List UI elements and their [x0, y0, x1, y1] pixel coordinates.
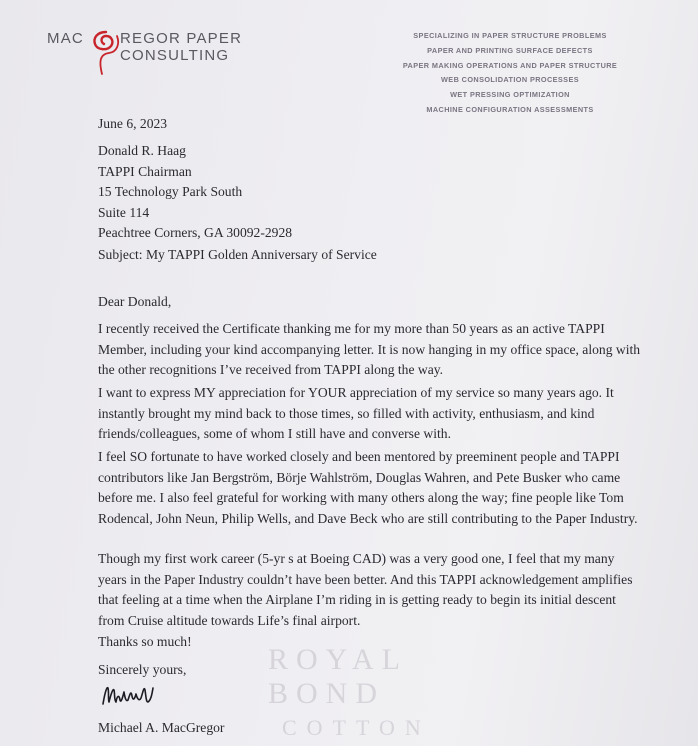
thanks-line: Thanks so much!	[98, 634, 192, 649]
body-paragraph: I want to express MY appreciation for YOUR appreciation of my service so many years ago. It instantly brought my mind back to those times, so filled with activity, enthusiasm, and kind friends/colleagues, some of whom I still have and converse with.	[98, 385, 614, 442]
address-line: Suite 114	[98, 204, 150, 220]
body-paragraph: Though my first work career (5-yr s at Boeing CAD) was a very good one, I feel that my many years in the Paper Industry couldn’t have been better. And this TAPPI acknowledgement amplifies that feeling at a time when the Airplane I’m riding in is getting ready to begin its initial descent from Cruise altitude towards Life’s final airport.	[98, 551, 633, 628]
services-list	[400, 29, 620, 118]
swirl-logo-icon	[89, 22, 123, 78]
body-paragraph: I feel SO fortunate to have worked closely and been mentored by preeminent people and TAPPI contributors like Jan Bergström, Börje Wahlström, Douglas Wahren, and Pete Busker who came before me. I also feel grateful for working with many others along the way; fine people like Tom Rodencal, John Neun, Philip Wells, and Dave Beck who are still contributing to the Paper Industry.	[98, 449, 638, 526]
address-line: Donald R. Haag	[98, 143, 186, 158]
address-line: 15 Technology Park South	[98, 184, 243, 200]
service-item: SPECIALIZING IN PAPER STRUCTURE PROBLEMS	[413, 31, 607, 40]
service-item: PAPER MAKING OPERATIONS AND PAPER STRUCTURE	[402, 60, 618, 70]
greeting: Dear Donald,	[98, 294, 172, 309]
address-line: Peachtree Corners, GA 30092-2928	[98, 225, 293, 241]
signer-name: Michael A. MacGregor	[98, 720, 225, 735]
letter-date: June 6, 2023	[98, 116, 168, 131]
watermark-line: ROYAL BOND	[268, 643, 407, 710]
body-paragraph: I recently received the Certificate thanking me for my more than 50 years as an active TAPPI Member, including your kind accompanying letter. It is now hanging in my office space, along with the other recognitions I’ve received from TAPPI along the way.	[98, 321, 641, 378]
service-item: WET PRESSING OPTIMIZATION	[450, 90, 570, 100]
company-logo	[47, 28, 347, 88]
handwritten-signature	[100, 680, 180, 710]
address-line: TAPPI Chairman	[98, 163, 192, 179]
company-name-right: REGOR PAPER CONSULTING	[120, 30, 243, 64]
recipient-address	[98, 141, 292, 244]
watermark-line: COTTON	[282, 715, 431, 740]
closing-line: Sincerely yours,	[98, 662, 187, 677]
service-item: PAPER AND PRINTING SURFACE DEFECTS	[427, 45, 593, 55]
subject-line: Subject: My TAPPI Golden Anniversary of Service	[98, 247, 377, 262]
service-item: WEB CONSOLIDATION PROCESSES	[441, 75, 579, 85]
company-name-left: MAC	[47, 30, 84, 47]
paper-watermark	[268, 643, 528, 745]
service-item: MACHINE CONFIGURATION ASSESSMENTS	[426, 104, 594, 114]
